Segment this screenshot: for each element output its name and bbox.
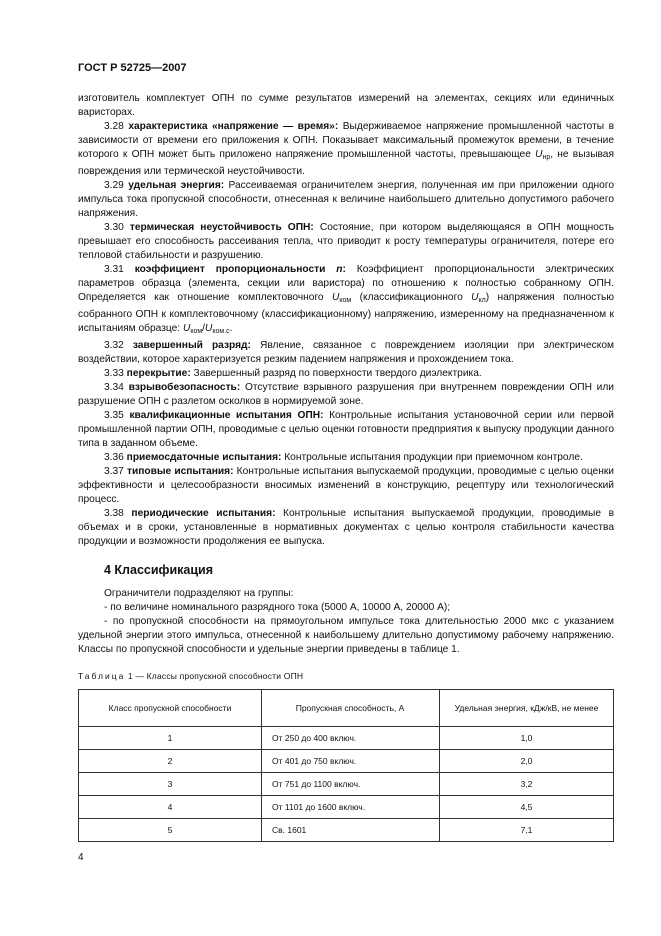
table-row	[79, 819, 614, 842]
paragraph-3-30	[78, 221, 614, 263]
symbol-subscript: ком	[339, 297, 352, 304]
clause-number: 3.29	[104, 180, 124, 191]
symbol-u: U	[182, 323, 191, 334]
column-header: Пропускная способность, А	[262, 690, 440, 727]
symbol-u: U	[471, 292, 479, 303]
paragraph-3-38	[78, 507, 614, 549]
table-header-row	[79, 690, 614, 727]
table-caption	[78, 669, 614, 683]
clause-number: 3.28	[104, 121, 124, 132]
term: термическая неустойчивость ОПН:	[129, 222, 314, 233]
document-body	[78, 92, 614, 842]
document-header: ГОСТ Р 52725—2007	[78, 62, 187, 74]
classes-table	[78, 689, 614, 842]
definition-text: Явление, связанное с повреждением изоляции при электрическом воздействии, которое характеризуется резким падением напряжения и прохождением тока.	[78, 340, 614, 365]
symbol-u: U	[332, 292, 340, 303]
definition-text: ) напряжения полностью собранного ОПН к комплектовочному (классификационному) напряжению, измеренному на предназначенном к испытаниям образце:	[78, 292, 614, 334]
table-row	[79, 796, 614, 819]
table-cell: Св. 1601	[262, 819, 440, 842]
term: типовые испытания:	[126, 466, 234, 477]
definition-text: Рассеиваемая ограничителем энергия, полученная им при приложении одного импульса тока пропускной способности, отнесенная к величине наибольшего длительно допустимого рабочего напряжения.	[78, 180, 614, 219]
paragraph-3-35	[78, 409, 614, 451]
symbol-subscript: ком	[190, 328, 203, 335]
clause-number: 3.36	[104, 452, 124, 463]
table-caption-text: 1 — Классы пропускной способности ОПН	[125, 671, 304, 681]
term: удельная энергия:	[128, 180, 225, 191]
clause-number: 3.35	[104, 410, 124, 421]
column-header: Удельная энергия, кДж/кВ, не менее	[440, 690, 614, 727]
term-colon: :	[342, 264, 346, 275]
clause-number: 3.33	[104, 368, 124, 379]
definition-text: .	[229, 323, 233, 334]
term: завершенный разряд:	[132, 340, 251, 351]
table-cell: От 401 до 750 включ.	[262, 750, 440, 773]
symbol-subscript: ком.с	[212, 328, 230, 335]
term: перекрытие:	[126, 368, 191, 379]
definition-text: Коэффициент пропорциональности электрических параметров образца (элемента, секции или варистора) по отношению к полностью собранному ОПН. Определяется как отношение комплектовочного	[78, 264, 614, 303]
term: взрывобезопасность:	[128, 382, 241, 393]
table-cell: 4,5	[440, 796, 614, 819]
clause-number: 3.34	[104, 382, 124, 393]
page-number: 4	[78, 852, 84, 863]
table-caption-word: Таблица	[78, 671, 126, 681]
table-row	[79, 750, 614, 773]
table-cell: 3,2	[440, 773, 614, 796]
symbol-subscript: кл	[478, 297, 486, 304]
table-cell: 2	[79, 750, 262, 773]
term: приемосдаточные испытания:	[126, 452, 282, 463]
table-row	[79, 773, 614, 796]
table-row	[79, 727, 614, 750]
definition-text: Выдерживаемое напряжение промышленной частоты в зависимости от времени его приложения к ОПН. Показывает максимальный промежуток времени, в течение которого к ОПН может быть приложено напряжение промышленной частоты, превышающее	[78, 121, 614, 160]
definition-text: Состояние, при котором выделяющаяся в ОПН мощность превышает его способность рассеивания тепла, что приводит к росту температуры ограничителя, потере его тепловой стабильности и разрушению.	[78, 222, 614, 261]
term: коэффициент пропорциональности	[134, 264, 326, 275]
paragraph-3-36	[78, 451, 614, 465]
definition-text: Контрольные испытания установочной серии или первой промышленной партии ОПН, проводимые с целью оценки готовности предприятия к выпуску продукции данного типа в заданном объеме.	[78, 410, 614, 449]
definition-text: (классификационного	[351, 292, 472, 303]
paragraph-3-34	[78, 381, 614, 409]
table-cell: 1	[79, 727, 262, 750]
section-intro: Ограничители подразделяют на группы:	[104, 588, 294, 599]
definition-text: Отсутствие взрывного разрушения при внутреннем повреждении ОПН или разрушение ОПН с разлетом осколков в нормируемой зоне.	[78, 382, 614, 407]
definition-text: Контрольные испытания выпускаемой продукции, проводимые с целью оценки эффективности и целесообразности вносимых изменений в конструкцию, рецептуру или технологический процесс.	[78, 466, 614, 505]
list-item: - по пропускной способности на прямоугольном импульсе тока длительностью 2000 мкс с указанием удельной энергии этого импульса, отнесенной к наибольшему длительно допустимому рабочему напряжению. Классы по пропускной способности и удельные энергии приведены в таблице 1.	[78, 616, 614, 655]
term: периодические испытания:	[131, 508, 276, 519]
clause-number: 3.31	[104, 264, 124, 275]
symbol-u: U	[535, 149, 543, 160]
table-cell: От 1101 до 1600 включ.	[262, 796, 440, 819]
definition-text: Контрольные испытания выпускаемой продукции, проводимые в объемах и в сроки, установленные в нормативных документах с целью контроля стабильности качества продукции и возможности продолжения ее выпуска.	[78, 508, 614, 547]
definition-text: Контрольные испытания продукции при приемочном контроле.	[281, 452, 583, 463]
definition-text: , не вызывая повреждения или термической неустойчивости.	[78, 149, 614, 177]
definition-text: Завершенный разряд по поверхности твердого диэлектрика.	[190, 368, 482, 379]
term-symbol: n	[336, 264, 343, 275]
table-cell: 3	[79, 773, 262, 796]
table-cell: 1,0	[440, 727, 614, 750]
clause-number: 3.30	[104, 222, 124, 233]
paragraph-3-32	[78, 339, 614, 367]
list-item: - по величине номинального разрядного тока (5000 А, 10000 А, 20000 А);	[104, 602, 451, 613]
term: характеристика «напряжение — время»:	[128, 121, 339, 132]
paragraph-continuation: изготовитель комплектует ОПН по сумме результатов измерений на элементах, секциях или единичных варисторах.	[78, 93, 614, 118]
table-cell: 4	[79, 796, 262, 819]
paragraph-3-37	[78, 465, 614, 507]
clause-number: 3.38	[104, 508, 124, 519]
table-cell: 5	[79, 819, 262, 842]
table-cell: 2,0	[440, 750, 614, 773]
paragraph-3-28	[78, 120, 614, 179]
table-cell: От 751 до 1100 включ.	[262, 773, 440, 796]
paragraph-3-31	[78, 263, 614, 339]
symbol-subscript: нр	[542, 154, 551, 161]
paragraph-3-33	[78, 367, 614, 381]
clause-number: 3.37	[104, 466, 124, 477]
column-header: Класс пропускной способности	[79, 690, 262, 727]
ratio-slash: /	[202, 323, 206, 334]
clause-number: 3.32	[104, 340, 124, 351]
paragraph-3-29	[78, 179, 614, 221]
term: квалификационные испытания ОПН:	[129, 410, 324, 421]
table-cell: 7,1	[440, 819, 614, 842]
symbol-u: U	[205, 323, 213, 334]
table-cell: От 250 до 400 включ.	[262, 727, 440, 750]
section-title: 4 Классификация	[104, 563, 214, 577]
